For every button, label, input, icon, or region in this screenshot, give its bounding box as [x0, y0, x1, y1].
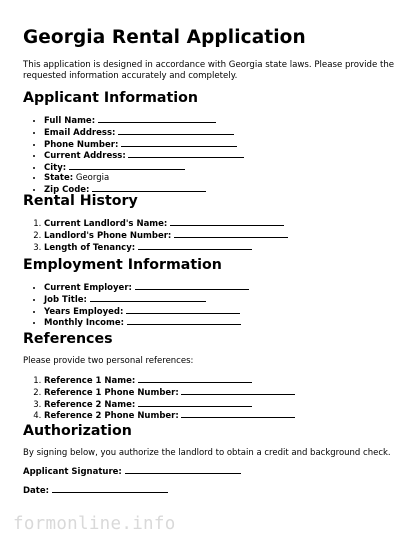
landlord-name-label: Current Landlord's Name:	[44, 219, 168, 229]
tenancy-field[interactable]	[138, 242, 252, 250]
city-field[interactable]	[69, 162, 185, 170]
list-item	[44, 150, 244, 162]
ref2-name-label: Reference 2 Name:	[44, 399, 136, 410]
list-item	[44, 230, 288, 242]
rental-list	[23, 218, 288, 253]
references-heading: References	[23, 331, 113, 347]
landlord-name-field[interactable]	[170, 218, 284, 226]
landlord-phone-field[interactable]	[174, 230, 288, 238]
ref2-phone-label: Reference 2 Phone Number:	[44, 411, 179, 422]
phone-label: Phone Number:	[44, 139, 119, 150]
ref1-phone-label: Reference 1 Phone Number:	[44, 387, 179, 398]
list-item	[44, 294, 249, 306]
email-field[interactable]	[118, 127, 234, 135]
signature-label: Applicant Signature:	[23, 467, 122, 477]
years-employed-label: Years Employed:	[44, 306, 124, 317]
landlord-phone-label: Landlord's Phone Number:	[44, 230, 172, 241]
employment-heading: Employment Information	[23, 257, 222, 273]
job-title-label: Job Title:	[44, 294, 87, 305]
rental-heading: Rental History	[23, 193, 138, 209]
phone-field[interactable]	[121, 139, 237, 147]
list-item	[44, 139, 244, 151]
full-name-field[interactable]	[98, 115, 216, 123]
years-employed-field[interactable]	[126, 306, 240, 314]
list-item	[44, 242, 288, 254]
job-title-field[interactable]	[90, 294, 206, 302]
watermark: formonline.info	[13, 514, 176, 534]
list-item	[44, 127, 244, 139]
employer-field[interactable]	[135, 282, 249, 290]
address-label: Current Address:	[44, 151, 126, 162]
list-item	[44, 218, 288, 230]
employment-list	[23, 282, 249, 329]
email-label: Email Address:	[44, 127, 116, 138]
address-field[interactable]	[128, 150, 244, 158]
date-field[interactable]	[52, 485, 168, 493]
city-label: City:	[44, 163, 67, 174]
ref2-phone-field[interactable]	[181, 410, 295, 418]
full-name-label: Full Name:	[44, 116, 96, 126]
list-item	[44, 410, 295, 422]
tenancy-label: Length of Tenancy:	[44, 242, 136, 253]
list-item	[44, 375, 295, 387]
signature-row	[23, 466, 241, 477]
ref1-phone-field[interactable]	[181, 387, 295, 395]
page-title: Georgia Rental Application	[23, 27, 306, 48]
monthly-income-field[interactable]	[127, 317, 241, 325]
state-value: Georgia	[75, 172, 110, 183]
ref2-name-field[interactable]	[138, 399, 252, 407]
references-list	[23, 375, 295, 422]
list-item	[44, 387, 295, 399]
authorization-heading: Authorization	[23, 423, 132, 439]
intro-text: This application is designed in accordance with Georgia state laws. Please provide the requested information accurately and completely.	[23, 60, 395, 81]
date-row	[23, 485, 168, 496]
zip-label: Zip Code:	[44, 184, 90, 195]
ref1-name-label: Reference 1 Name:	[44, 376, 136, 386]
list-item	[44, 306, 249, 318]
authorization-text: By signing below, you authorize the landlord to obtain a credit and background check.	[23, 448, 391, 458]
zip-field[interactable]	[92, 184, 206, 192]
list-item	[44, 115, 244, 127]
ref1-name-field[interactable]	[138, 375, 252, 383]
state-label: State:	[44, 172, 74, 183]
date-label: Date:	[23, 486, 50, 496]
references-intro: Please provide two personal references:	[23, 356, 194, 366]
list-item	[44, 317, 249, 329]
signature-field[interactable]	[125, 466, 241, 474]
applicant-list	[23, 115, 244, 196]
list-item	[44, 399, 295, 411]
employer-label: Current Employer:	[44, 283, 132, 293]
list-item	[44, 282, 249, 294]
applicant-heading: Applicant Information	[23, 90, 198, 106]
monthly-income-label: Monthly Income:	[44, 318, 124, 329]
list-item	[44, 174, 244, 184]
